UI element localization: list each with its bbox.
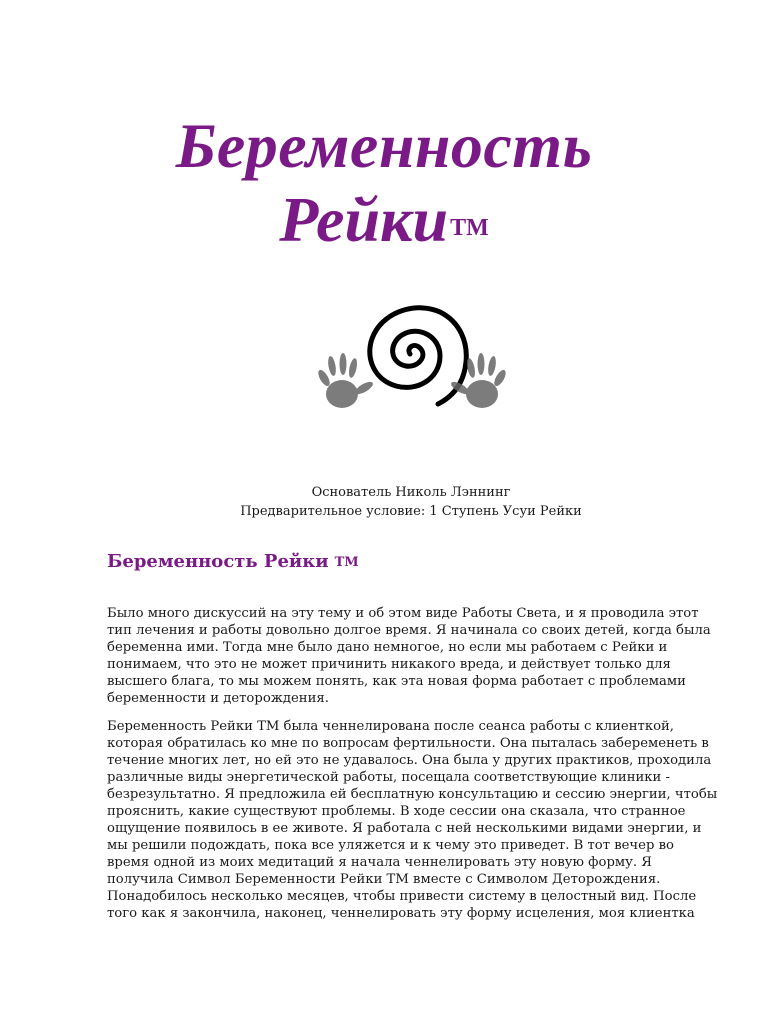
paragraph-line: течение многих лет, но ей это не удавалось. Она была у других практиков, проходила bbox=[107, 753, 712, 768]
paragraph-line: Было много дискуссий на эту тему и об этом виде Работы Света, и я проводила этот bbox=[107, 606, 699, 621]
section-heading-trademark: TM bbox=[334, 555, 359, 570]
title-line-2-text: Рейки bbox=[279, 184, 449, 255]
spiral-handprints-icon bbox=[310, 282, 514, 422]
section-heading bbox=[107, 551, 359, 572]
paragraph-line: мы решили подождать, пока все уляжется и к чему это приведет. В тот вечер во bbox=[107, 838, 674, 853]
paragraph-line: которая обратилась ко мне по вопросам фертильности. Она пыталась забеременеть в bbox=[107, 736, 709, 751]
paragraph-line: различные виды энергетической работы, посещала соответствующие клиники - bbox=[107, 770, 670, 785]
spiral-shape bbox=[370, 308, 467, 404]
title-line-2 bbox=[0, 184, 768, 264]
right-handprint bbox=[449, 353, 508, 408]
paragraph-line: того как я закончила, наконец, ченнелировать эту форму исцеления, моя клиентка bbox=[107, 906, 695, 921]
paragraph-line: получила Символ Беременности Рейки ТМ вместе с Символом Деторождения. bbox=[107, 872, 661, 887]
paragraph-2 bbox=[107, 718, 717, 922]
paragraph-line: понимаем, что это не может причинить никакого вреда, и действует только для bbox=[107, 657, 671, 672]
section-heading-text: Беременность Рейки bbox=[107, 551, 329, 572]
title-line-1: Беременность bbox=[175, 110, 593, 181]
founder-line: Основатель Николь Лэннинг bbox=[311, 485, 511, 500]
paragraph-line: высшего блага, то мы можем понять, как эта новая форма работает с проблемами bbox=[107, 674, 686, 689]
document-title bbox=[0, 108, 768, 264]
prerequisite-line: Предварительное условие: 1 Ступень Усуи Рейки bbox=[240, 504, 582, 519]
title-trademark: TM bbox=[450, 215, 489, 241]
left-handprint bbox=[316, 353, 375, 408]
paragraph-line: Понадобилось несколько месяцев, чтобы привести систему в целостный вид. После bbox=[107, 889, 697, 904]
paragraph-1 bbox=[107, 605, 717, 707]
paragraph-line: безрезультатно. Я предложила ей бесплатную консультацию и сессию энергии, чтобы bbox=[107, 787, 718, 802]
paragraph-line: тип лечения и работы довольно долгое время. Я начинала со своих детей, когда была bbox=[107, 623, 711, 638]
paragraph-line: прояснить, какие существуют проблемы. В ходе сессии она сказала, что странное bbox=[107, 804, 686, 819]
paragraph-line: время одной из моих медитаций я начала ченнелировать эту новую форму. Я bbox=[107, 855, 652, 870]
founder-block bbox=[0, 483, 768, 521]
paragraph-line: ощущение появилось в ее животе. Я работала с ней несколькими видами энергии, и bbox=[107, 821, 702, 836]
paragraph-line: беременности и деторождения. bbox=[107, 691, 329, 706]
paragraph-line: беременна ими. Тогда мне было дано немногое, но если мы работаем с Рейки и bbox=[107, 640, 668, 655]
paragraph-line: Беременность Рейки ТМ была ченнелирована после сеанса работы с клиенткой, bbox=[107, 719, 674, 734]
